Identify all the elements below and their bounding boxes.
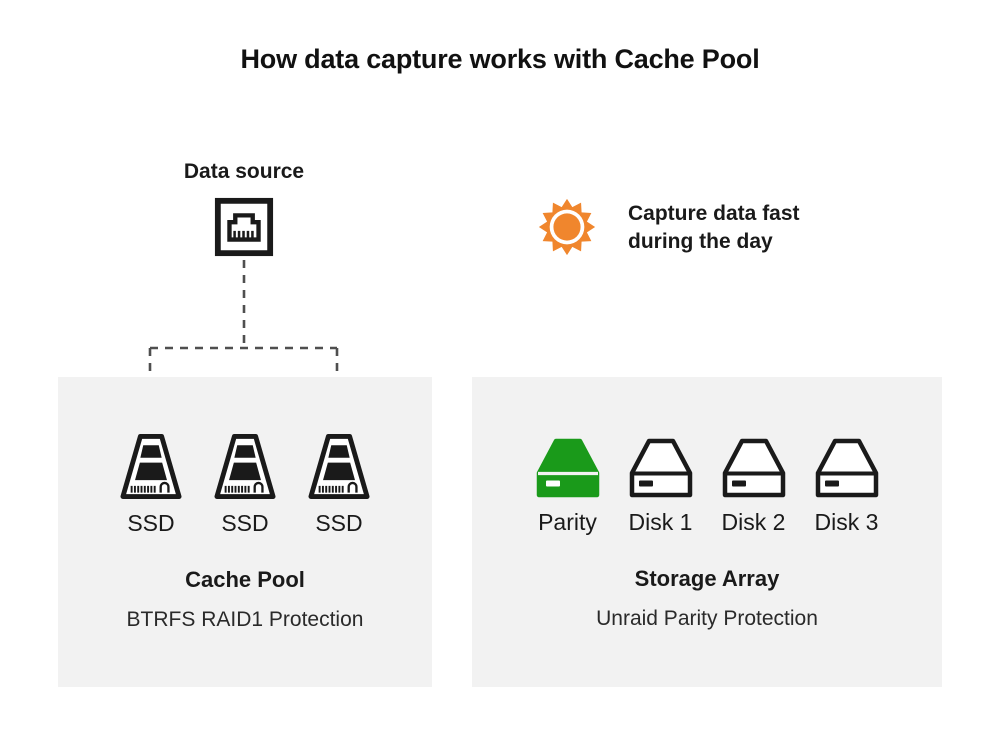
hdd-icon (628, 437, 694, 499)
drive-label: SSD (127, 510, 175, 536)
data-drive (814, 437, 880, 536)
drive-label: Disk 3 (814, 509, 879, 535)
cache-pool-title: Cache Pool (185, 567, 305, 592)
annotation-text (628, 197, 800, 256)
parity-drive (535, 437, 601, 536)
data-source-label: Data source (183, 160, 305, 183)
ssd-drive (308, 433, 370, 537)
cache-pool-subtitle: BTRFS RAID1 Protection (126, 608, 364, 631)
hdd-icon (721, 437, 787, 499)
data-drive (628, 437, 694, 536)
ssd-drive (214, 433, 276, 537)
ssd-icon (214, 433, 276, 500)
storage-array-panel (472, 377, 942, 687)
drive-label: SSD (221, 510, 269, 536)
ethernet-port-icon (213, 196, 275, 258)
drive-label: SSD (315, 510, 363, 536)
data-drive (721, 437, 787, 536)
day-annotation (537, 197, 800, 257)
ssd-icon (308, 433, 370, 500)
annotation-line-2: during the day (628, 230, 773, 253)
storage-array-subtitle: Unraid Parity Protection (596, 607, 818, 630)
parity-disk-icon (535, 437, 601, 499)
page-title: How data capture works with Cache Pool (240, 44, 760, 74)
disk-row (472, 437, 942, 536)
hdd-icon (814, 437, 880, 499)
cache-pool-panel (58, 377, 432, 687)
drive-label: Disk 2 (721, 509, 786, 535)
drive-label: Disk 1 (628, 509, 693, 535)
storage-array-title: Storage Array (634, 566, 780, 591)
ssd-icon (120, 433, 182, 500)
ssd-row (58, 433, 432, 537)
ssd-drive (120, 433, 182, 537)
sun-icon (537, 197, 597, 257)
annotation-line-1: Capture data fast (628, 202, 800, 225)
drive-label: Parity (538, 509, 597, 535)
